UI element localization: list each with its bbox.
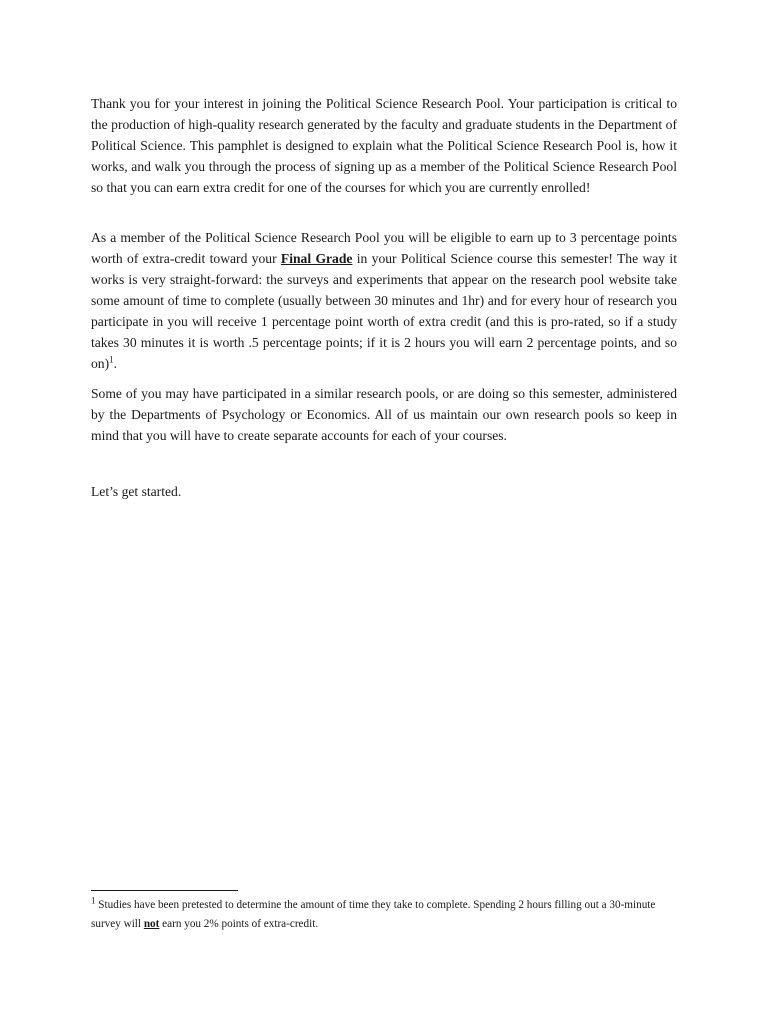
other-pools-paragraph: Some of you may have participated in a similar research pools, or are doing so this semester, administered by the Departments of Psychology or Economics. All of us maintain our own research pools so keep in mind that you will have to create separate accounts for each of your courses. (91, 386, 677, 443)
extra-credit-text-start: As a member of the Political Science Research Pool you will be eligible to earn up to 3 percentage points worth of extra-credit toward your (91, 230, 677, 266)
final-grade-emphasis: Final Grade (280, 251, 353, 266)
intro-paragraph: Thank you for your interest in joining the Political Science Research Pool. Your participation is critical to the production of high-quality research generated by the faculty and graduate students in the Department of Political Science. This pamphlet is designed to explain what the Political Science Research Pool is, how it works, and walk you through the process of signing up as a member of the Political Science Research Pool so that you can earn extra credit for one of the courses for which you are currently enrolled! (91, 96, 677, 195)
footnote-separator (91, 890, 238, 891)
footnote-text-end: earn you 2% points of extra-credit. (159, 918, 319, 930)
footnote-reference[interactable]: 1 (109, 354, 114, 365)
extra-credit-paragraph (91, 227, 677, 374)
extra-credit-text-end: in your Political Science course this semester! The way it works is very straight-forward: the surveys and experiments that appear on the research pool website take some amount of time to complete (usually between 30 minutes and 1hr) and for every hour of research you participate in you will receive 1 percentage point worth of extra credit (and this is pro-rated, so if a study takes 30 minutes it is worth .5 percentage points; if it is 2 hours you will earn 2 percentage points, and so on) (91, 251, 677, 371)
sentence-period: . (113, 356, 118, 371)
footnote-not-emphasis: not (143, 918, 160, 930)
get-started-line: Let’s get started. (91, 484, 182, 499)
footnote (91, 896, 677, 934)
footnote-mark: 1 (91, 895, 96, 906)
footnote-text-start: Studies have been pretested to determine the amount of time they take to complete. Spending 2 hours filling out a 30-minute survey will (91, 899, 656, 930)
